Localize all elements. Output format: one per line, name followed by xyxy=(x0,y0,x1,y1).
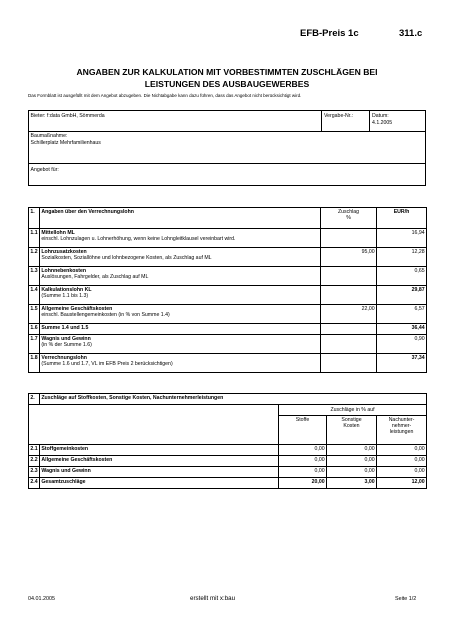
row-detail: Sozialkosten, Soziallöhne und lohnbezogene Kosten, als Zuschlag auf ML xyxy=(41,254,212,261)
subcontractor-value: 0,00 xyxy=(377,445,427,456)
row-percent xyxy=(321,267,377,286)
other-costs-value: 0,00 xyxy=(327,467,377,478)
row-detail: Auslösungen, Fahrgelder, als Zuschlag auf ML xyxy=(41,273,149,280)
materials-value: 0,00 xyxy=(279,445,327,456)
row-title: Wagnis und Gewinn xyxy=(41,335,91,342)
row-description xyxy=(40,305,321,324)
row-eur-value: 0,65 xyxy=(377,267,427,286)
row-title: Allgemeine Geschäftskosten xyxy=(40,456,279,467)
eur-header: EUR/h xyxy=(377,208,427,229)
row-description xyxy=(40,286,321,305)
subcontractor-value: 12,00 xyxy=(377,478,427,489)
page-title-line-2: LEISTUNGEN DES AUSBAUGEWERBES xyxy=(144,79,310,89)
section-title: Angaben über den Verrechnungslohn xyxy=(40,208,321,229)
row-title: Verrechnungslohn xyxy=(41,354,87,361)
row-description xyxy=(40,248,321,267)
row-description xyxy=(40,335,321,354)
other-costs-value: 0,00 xyxy=(327,445,377,456)
materials-value: 0,00 xyxy=(279,467,327,478)
wage-row xyxy=(29,335,427,354)
page-title-line-1: ANGABEN ZUR KALKULATION MIT VORBESTIMMTEN ZUSCHLÄGEN BEI xyxy=(76,67,378,77)
subcontractor-value: 0,00 xyxy=(377,467,427,478)
surcharge-row xyxy=(29,478,427,489)
divider xyxy=(369,111,370,131)
surcharge-row xyxy=(29,456,427,467)
bidder-info-box xyxy=(28,110,426,186)
award-number-label: Vergabe-Nr.: xyxy=(324,112,354,119)
row-percent: 95,00 xyxy=(321,248,377,267)
row-number: 1.4 xyxy=(29,286,40,305)
row-number: 2.1 xyxy=(29,445,40,456)
group-header: Zuschläge in % auf xyxy=(279,405,427,416)
divider xyxy=(321,111,322,131)
divider xyxy=(29,163,426,164)
row-detail: (in % der Summe 1.6) xyxy=(41,341,92,348)
surcharge-row xyxy=(29,467,427,478)
row-title: Lohnzusatzkosten xyxy=(41,248,87,255)
row-eur-value: 36,44 xyxy=(377,324,427,335)
other-costs-header-line-2: Kosten xyxy=(343,422,360,429)
row-percent xyxy=(321,335,377,354)
row-eur-value: 37,34 xyxy=(377,354,427,373)
row-number: 1.1 xyxy=(29,229,40,248)
project-label: Baumaßnahme: xyxy=(30,132,68,139)
wage-row xyxy=(29,267,427,286)
section-number: 1. xyxy=(29,208,40,229)
surcharge-header xyxy=(321,208,377,229)
row-title: Gesamtzuschläge xyxy=(40,478,279,489)
other-costs-header-line-1: Sonstige xyxy=(341,416,362,423)
row-description xyxy=(40,324,321,335)
wage-row xyxy=(29,286,427,305)
row-number: 1.8 xyxy=(29,354,40,373)
row-percent xyxy=(321,324,377,335)
wage-row xyxy=(29,305,427,324)
surcharge-row xyxy=(29,445,427,456)
row-number: 1.5 xyxy=(29,305,40,324)
row-title: Mittellohn ML xyxy=(41,229,75,236)
other-costs-value: 3,00 xyxy=(327,478,377,489)
row-title: Lohnnebenkosten xyxy=(41,267,87,274)
row-eur-value: 29,87 xyxy=(377,286,427,305)
row-title: Wagnis und Gewinn xyxy=(40,467,279,478)
subcontractor-header-line-1: Nachunter- xyxy=(388,416,415,423)
footer-page: Seite 1/2 xyxy=(395,596,417,602)
row-detail: (Summe 1.6 und 1.7, VL im EFB Preis 2 berücksichtigen) xyxy=(41,360,173,367)
wage-row xyxy=(29,248,427,267)
date-value: 4.1.2005 xyxy=(372,119,393,126)
footer-created-with: erstellt mit x:bau xyxy=(190,595,236,602)
materials-value: 20,00 xyxy=(279,478,327,489)
row-eur-value: 16,94 xyxy=(377,229,427,248)
row-detail: (Summe 1.1 bis 1.3) xyxy=(41,292,89,299)
instruction-note: Das Formblatt ist ausgefüllt mit dem Angebot abzugeben. Die Nichtabgabe kann dazu führen, dass das Angebot nicht berücksichtigt wird. xyxy=(28,93,302,98)
row-number: 2.2 xyxy=(29,456,40,467)
row-number: 1.2 xyxy=(29,248,40,267)
row-description xyxy=(40,229,321,248)
row-description xyxy=(40,354,321,373)
page-title xyxy=(28,66,426,90)
materials-header: Stoffe xyxy=(279,416,327,445)
row-percent xyxy=(321,286,377,305)
divider xyxy=(29,131,426,132)
other-costs-header xyxy=(327,416,377,445)
section-title: Zuschläge auf Stoffkosten, Sonstige Kosten, Nachunternehmerleistungen xyxy=(40,394,427,405)
percent-header-label: % xyxy=(346,214,351,221)
row-title: Allgemeine Geschäftskosten xyxy=(41,305,113,312)
row-eur-value: 0,90 xyxy=(377,335,427,354)
row-description xyxy=(40,267,321,286)
date-label: Datum: xyxy=(372,112,389,119)
other-costs-value: 0,00 xyxy=(327,456,377,467)
row-number: 1.7 xyxy=(29,335,40,354)
row-eur-value: 12,28 xyxy=(377,248,427,267)
row-number: 2.4 xyxy=(29,478,40,489)
form-name: EFB-Preis 1c xyxy=(300,28,359,39)
row-detail: einschl. Lohnzulagen u. Lohnerhöhung, wenn keine Lohngleitklausel vereinbart wird. xyxy=(41,235,236,242)
wage-table xyxy=(28,207,427,373)
subcontractor-header xyxy=(377,416,427,445)
row-title: Kalkulationslohn KL xyxy=(41,286,92,293)
subcontractor-header-line-2: nehmer- xyxy=(391,422,412,429)
wage-row xyxy=(29,229,427,248)
subcontractor-header-line-3: leistungen xyxy=(389,429,414,435)
row-percent: 22,00 xyxy=(321,305,377,324)
blank-cell xyxy=(29,416,279,445)
row-eur-value: 6,57 xyxy=(377,305,427,324)
blank-cell xyxy=(29,405,279,416)
row-detail: einschl. Baustellengemeinkosten (in % von Summe 1.4) xyxy=(41,311,170,318)
wage-row xyxy=(29,324,427,335)
bidder-label: Bieter: f:data GmbH, Sömmerda xyxy=(30,112,105,119)
row-percent xyxy=(321,354,377,373)
row-number: 1.3 xyxy=(29,267,40,286)
project-value: Schillerplatz Mehrfamilienhaus xyxy=(30,139,101,146)
row-title: Stoffgemeinkosten xyxy=(40,445,279,456)
row-percent xyxy=(321,229,377,248)
form-number: 311.c xyxy=(399,28,423,39)
wage-row xyxy=(29,354,427,373)
offer-for-label: Angebot für: xyxy=(30,167,59,173)
section-number: 2. xyxy=(29,394,40,405)
surcharge-table xyxy=(28,393,427,489)
subcontractor-value: 0,00 xyxy=(377,456,427,467)
footer-date: 04.01.2005 xyxy=(28,596,55,602)
row-number: 2.3 xyxy=(29,467,40,478)
row-title: Summe 1.4 und 1.5 xyxy=(41,324,89,331)
wage-table-header xyxy=(29,208,427,229)
materials-value: 0,00 xyxy=(279,456,327,467)
row-number: 1.6 xyxy=(29,324,40,335)
surcharge-header-label: Zuschlag xyxy=(337,208,360,215)
